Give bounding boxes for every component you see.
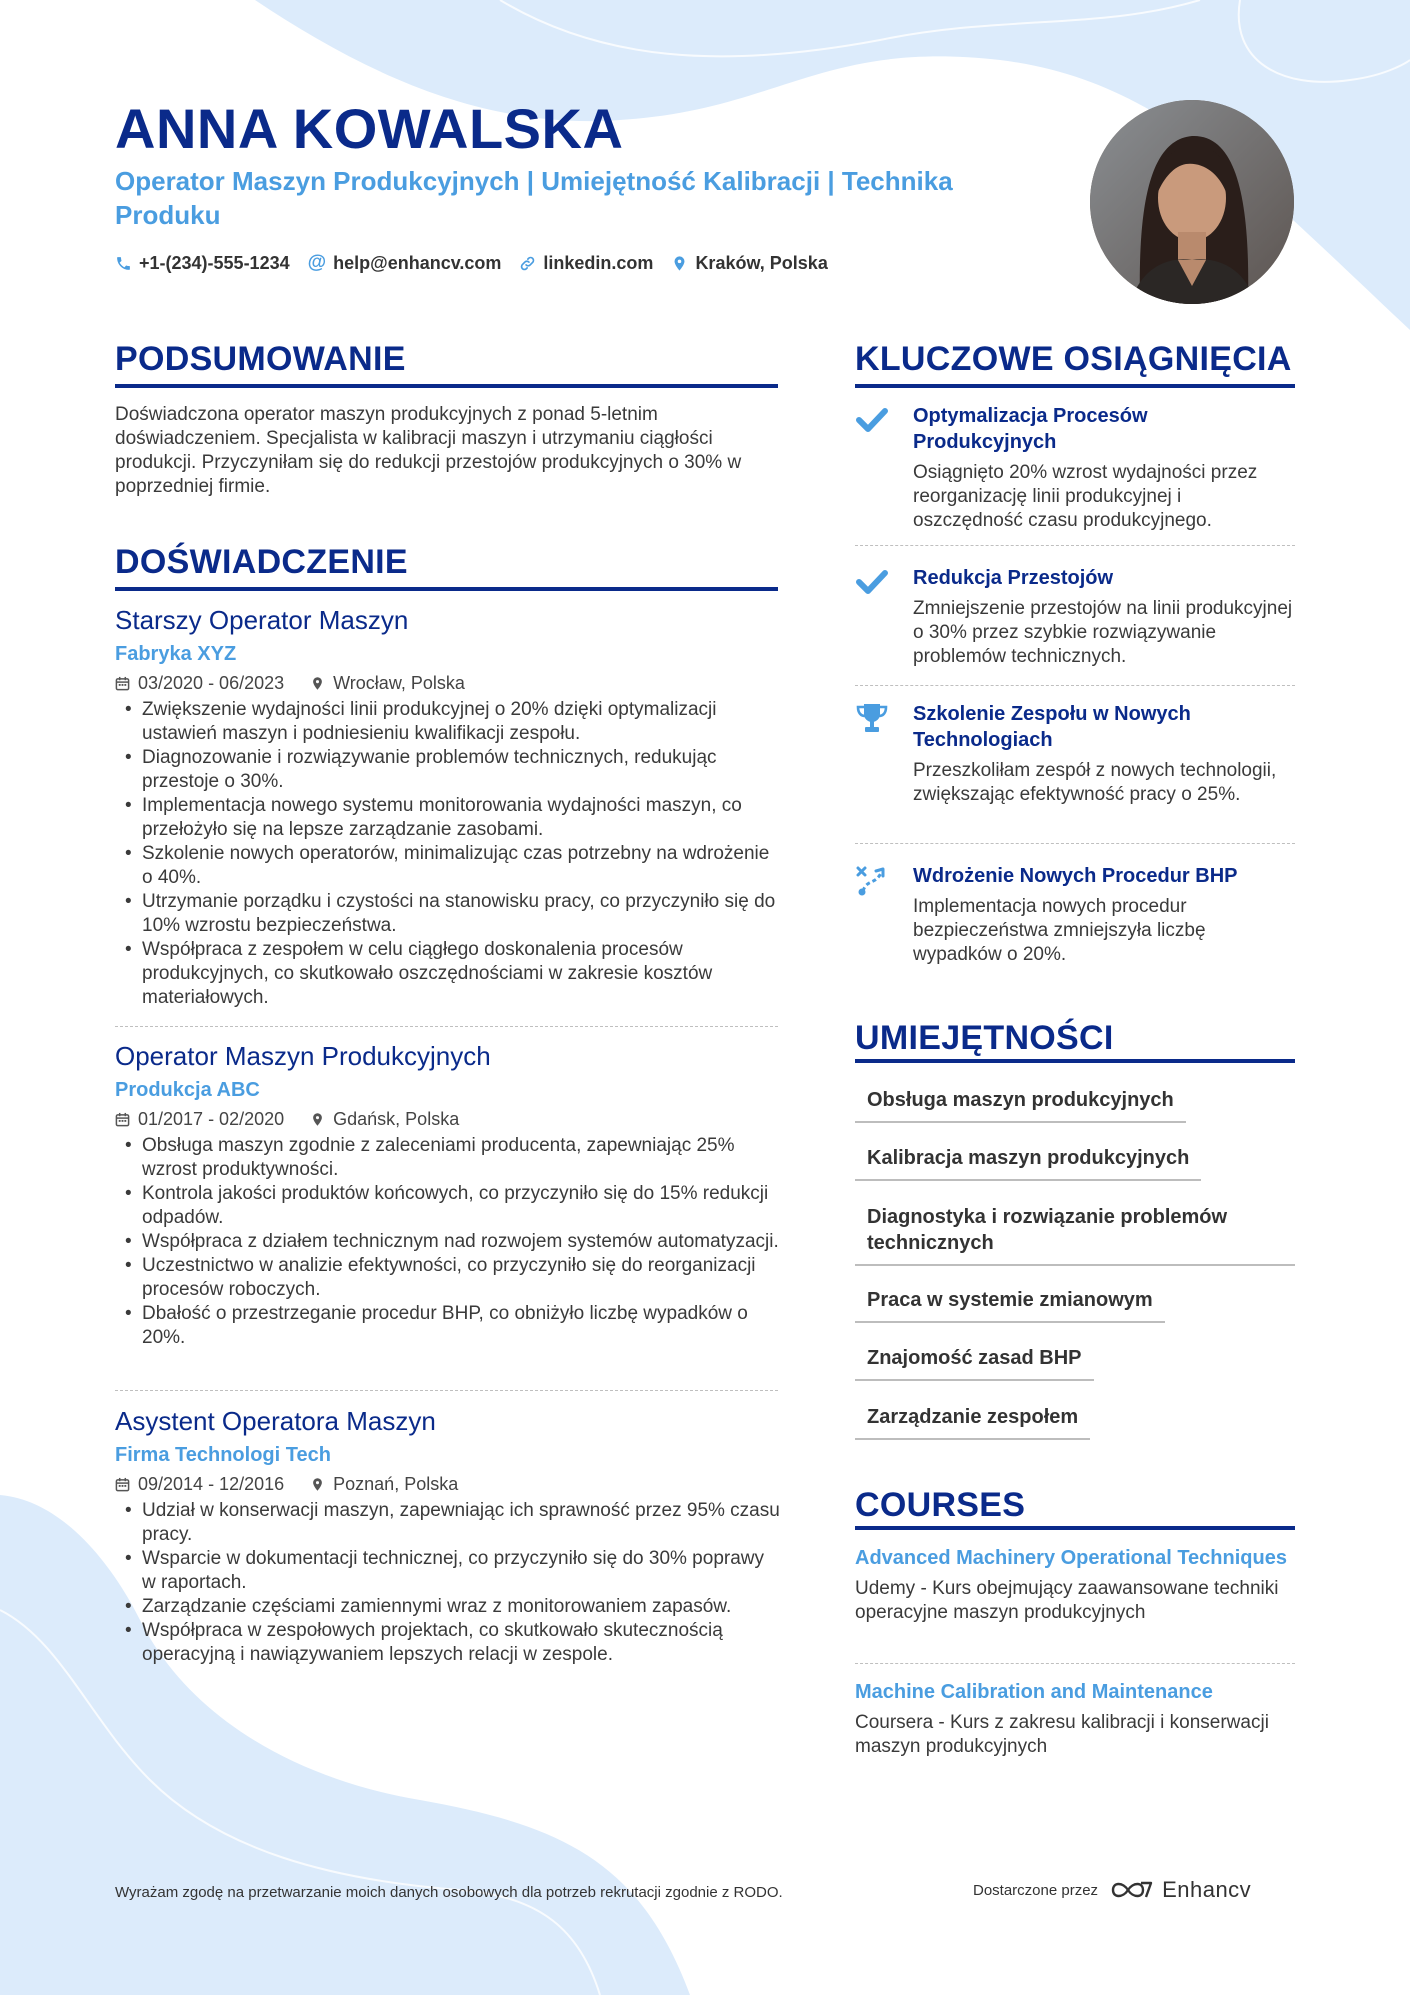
course-title: Machine Calibration and Maintenance [855,1681,1213,1703]
experience-entry [115,1040,780,1350]
calendar-icon [115,1477,130,1492]
job-location [310,672,465,694]
achievement-description: Przeszkoliłam zespół z nowych technologii, zwiększając efektywność pracy o 25%. [913,760,1277,805]
brand-name: Enhancv [1162,1877,1252,1902]
job-location [310,1473,458,1495]
experience-entry [115,604,780,1010]
job-location-text: Wrocław, Polska [333,673,465,693]
job-bullet: • Utrzymanie porządku i czystości na stanowisku pracy, co przyczyniło się do 10% wzrostu bezpieczeństwa. [115,890,780,938]
powered-by [973,1877,1251,1903]
job-bullets [115,1134,780,1350]
skill-tag: Diagnostyka i rozwiązanie problemów technicznych [855,1204,1295,1266]
experience-heading-rule [115,587,778,591]
achievement-title: Optymalizacja Procesów Produkcyjnych [913,405,1148,453]
job-title: Operator Maszyn Produkcyjnych [115,1041,491,1071]
job-location-text: Poznań, Polska [333,1474,459,1494]
job-meta [115,672,780,694]
achievement-description: Zmniejszenie przestojów na linii produkcyjnej o 30% przez szybkie rozwiązywanie problemów technicznych. [913,598,1293,667]
job-bullet: • Zarządzanie częściami zamiennymi wraz z monitorowaniem zapasów. [115,1595,780,1619]
achievement-description: Osiągnięto 20% wzrost wydajności przez reorganizację linii produkcyjnej i oszczędność czasu produkcyjnego. [913,462,1258,531]
entry-divider [855,545,1295,546]
job-bullet: • Zwiększenie wydajności linii produkcyjnej o 20% dzięki optymalizacji ustawień maszyn i podniesieniu kwalifikacji zespołu. [115,698,780,746]
job-dates [115,672,284,694]
at-icon: @ [307,252,327,273]
skill-tag: Obsługa maszyn produkcyjnych [855,1087,1186,1123]
entry-divider [115,1026,778,1027]
job-location [310,1108,459,1130]
job-title: Asystent Operatora Maszyn [115,1406,436,1436]
course-description: Coursera - Kurs z zakresu kalibracji i konserwacji maszyn produkcyjnych [855,1712,1269,1757]
job-company: Produkcja ABC [115,1079,260,1101]
contact-location [671,253,827,274]
summary-heading: PODSUMOWANIE [115,340,406,378]
candidate-name: ANNA KOWALSKA [115,97,624,160]
job-bullet: • Współpraca w zespołowych projektach, co skutkowało skutecznością operacyjną i nawiązywaniem lepszych relacji w zespole. [115,1619,780,1667]
skill-tag: Zarządzanie zespołem [855,1404,1090,1440]
course-description: Udemy - Kurs obejmujący zaawansowane techniki operacyjne maszyn produkcyjnych [855,1578,1279,1623]
location-pin-icon [310,676,325,691]
achievements-heading-rule [855,384,1295,388]
job-bullet: • Kontrola jakości produktów końcowych, co przyczyniło się do 15% redukcji odpadów. [115,1182,780,1230]
entry-divider [855,843,1295,844]
achievement-title: Wdrożenie Nowych Procedur BHP [913,865,1238,887]
job-dates-text: 03/2020 - 06/2023 [138,673,285,693]
checkmark-icon [855,565,889,599]
powered-by-label: Dostarczone przez [973,1881,1099,1899]
candidate-headline: Operator Maszyn Produkcyjnych | Umiejętność Kalibracji | Technika Produku [115,166,953,230]
job-meta [115,1473,780,1495]
job-dates-text: 09/2014 - 12/2016 [138,1474,285,1494]
contact-email[interactable] [308,252,502,274]
achievement-item [855,565,1295,669]
courses-heading: COURSES [855,1486,1026,1524]
job-company: Firma Technologi Tech [115,1444,331,1466]
phone-text: +1-(234)-555-1234 [139,252,290,273]
email-text: help@enhancv.com [333,252,502,273]
experience-entry [115,1405,780,1667]
achievement-item [855,863,1295,967]
trophy-icon [855,701,889,735]
experience-heading: DOŚWIADCZENIE [115,543,408,581]
job-bullet: • Dbałość o przestrzeganie procedur BHP, co obniżyło liczbę wypadków o 20%. [115,1302,780,1350]
skill-tag: Kalibracja maszyn produkcyjnych [855,1145,1201,1181]
gdpr-consent: Wyrażam zgodę na przetwarzanie moich danych osobowych dla potrzeb rekrutacji zgodnie z RODO. [115,1884,783,1901]
job-bullet: • Współpraca z działem technicznym nad rozwojem systemów automatyzacji. [115,1230,780,1254]
summary-heading-rule [115,384,778,388]
location-text: Kraków, Polska [695,252,828,273]
job-dates-text: 01/2017 - 02/2020 [138,1109,285,1129]
job-bullet: • Współpraca z zespołem w celu ciągłego doskonalenia procesów produkcyjnych, co skutkowało oszczędnościami w zakresie kosztów materiałowych. [115,938,780,1010]
phone-icon [115,255,132,272]
skills-heading: UMIEJĘTNOŚCI [855,1019,1114,1057]
strategy-icon [855,863,889,897]
achievement-title: Redukcja Przestojów [913,567,1114,589]
job-bullets [115,698,780,1010]
entry-divider [855,1663,1295,1664]
location-pin-icon [671,255,688,272]
skill-tag: Znajomość zasad BHP [855,1345,1094,1381]
job-company: Fabryka XYZ [115,643,237,665]
location-pin-icon [310,1477,325,1492]
contact-row [115,252,828,274]
link-icon [519,255,536,272]
profile-photo [1090,100,1294,304]
job-bullet: • Udział w konserwacji maszyn, zapewniając ich sprawność przez 95% czasu pracy. [115,1499,780,1547]
skill-tag: Praca w systemie zmianowym [855,1287,1165,1323]
job-bullet: • Wsparcie w dokumentacji technicznej, co przyczyniło się do 30% poprawy w raportach. [115,1547,780,1595]
linkedin-text: linkedin.com [543,252,654,273]
job-bullet: • Szkolenie nowych operatorów, minimalizując czas potrzebny na wdrożenie o 40%. [115,842,780,890]
job-bullets [115,1499,780,1667]
job-bullet: • Uczestnictwo w analizie efektywności, co przyczyniło się do reorganizacji procesów roboczych. [115,1254,780,1302]
job-meta [115,1108,780,1130]
job-dates [115,1473,284,1495]
course-title: Advanced Machinery Operational Techniques [855,1547,1287,1569]
job-dates [115,1108,284,1130]
job-location-text: Gdańsk, Polska [333,1109,460,1129]
summary-text: Doświadczona operator maszyn produkcyjnych z ponad 5-letnim doświadczeniem. Specjalista w kalibracji maszyn i utrzymaniu ciągłości produkcji. Przyczyniłam się do redukcji przestojów produkcyjnych o 30% w poprzedniej firmie. [115,404,742,497]
location-pin-icon [310,1112,325,1127]
achievements-heading: KLUCZOWE OSIĄGNIĘCIA [855,340,1292,378]
achievement-description: Implementacja nowych procedur bezpieczeństwa zmniejszyła liczbę wypadków o 20%. [913,896,1206,965]
contact-linkedin[interactable] [519,253,653,274]
checkmark-icon [855,403,889,437]
calendar-icon [115,1112,130,1127]
enhancv-logo-icon [1110,1877,1154,1903]
job-bullet: • Diagnozowanie i rozwiązywanie problemów technicznych, redukując przestoje o 30%. [115,746,780,794]
achievement-item [855,403,1295,533]
achievement-item [855,701,1295,807]
contact-phone[interactable] [115,253,290,274]
course-item [855,1679,1295,1759]
job-bullet: • Obsługa maszyn zgodnie z zaleceniami producenta, zapewniając 25% wzrost produktywności. [115,1134,780,1182]
entry-divider [855,685,1295,686]
skills-heading-rule [855,1059,1295,1063]
achievement-title: Szkolenie Zespołu w Nowych Technologiach [913,703,1191,751]
courses-heading-rule [855,1526,1295,1530]
course-item [855,1545,1295,1625]
entry-divider [115,1390,778,1391]
enhancv-logo[interactable] [1110,1877,1251,1903]
calendar-icon [115,676,130,691]
job-title: Starszy Operator Maszyn [115,605,409,635]
job-bullet: • Implementacja nowego systemu monitorowania wydajności maszyn, co przełożyło się na lepsze zarządzanie zasobami. [115,794,780,842]
